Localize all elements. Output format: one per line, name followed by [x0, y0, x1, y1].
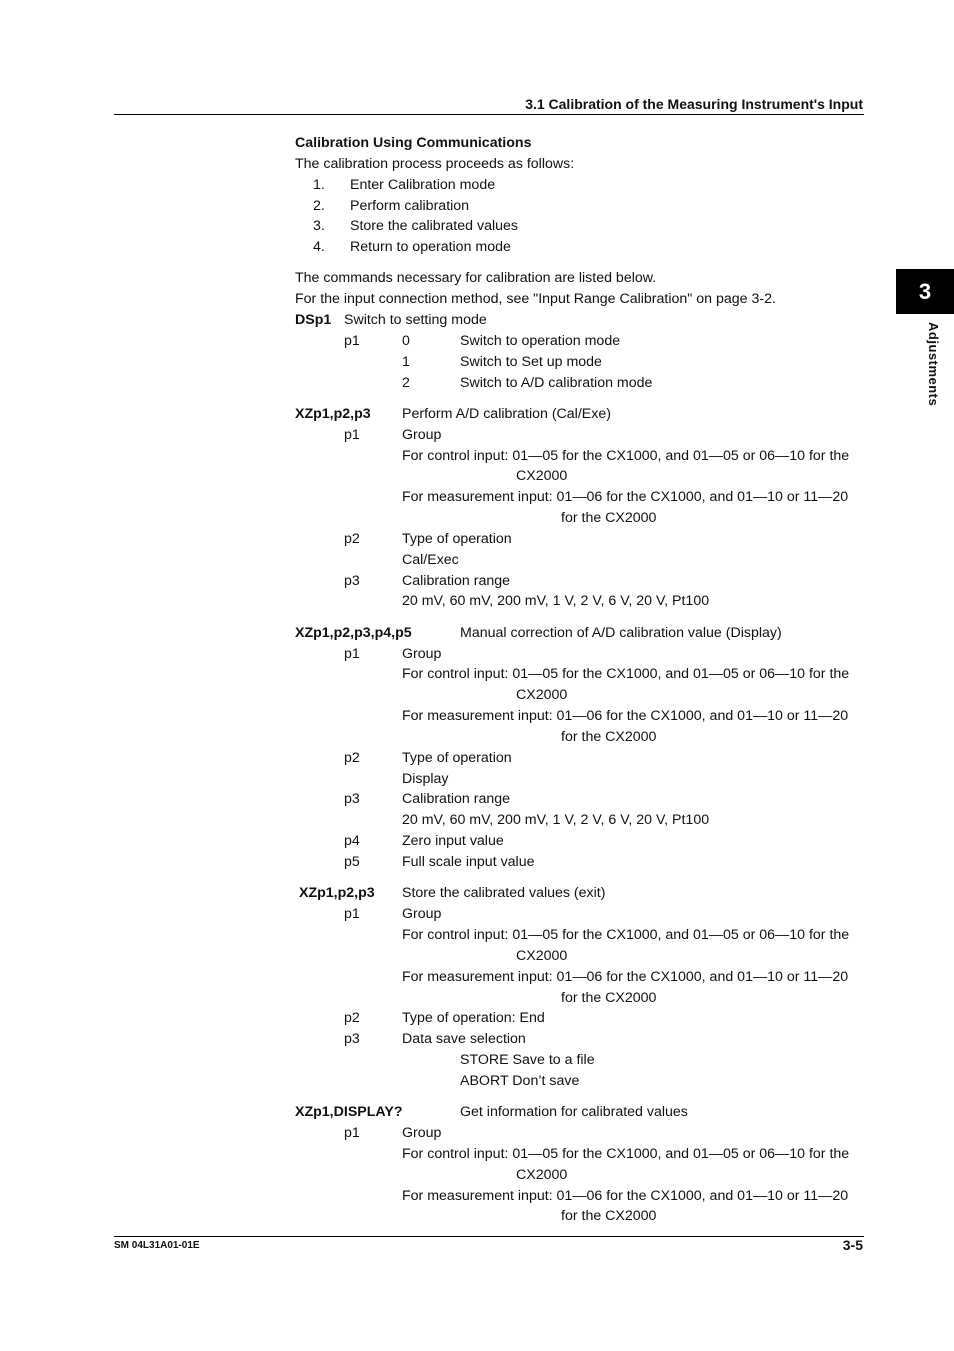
intro-text: The calibration process proceeds as follows:: [295, 156, 575, 172]
option-text: Switch to operation mode: [460, 333, 621, 349]
param-name: p3: [344, 791, 360, 807]
param-label: Data save selection: [402, 1031, 526, 1047]
group-control-range: For control input: 01—05 for the CX1000, and 01—05 or 06—10 for the: [402, 927, 850, 943]
param-label: Group: [402, 906, 442, 922]
command-name: XZp1,p2,p3: [299, 885, 375, 901]
param-label: Zero input value: [402, 833, 504, 849]
option-text: Switch to A/D calibration mode: [460, 375, 653, 391]
param-name: p3: [344, 1031, 360, 1047]
group-measurement-range: For measurement input: 01—06 for the CX1000, and 01—10 or 11—20: [402, 969, 849, 985]
commands-intro: For the input connection method, see "Input Range Calibration" on page 3-2.: [295, 291, 776, 307]
param-label: Calibration range: [402, 573, 511, 589]
group-measurement-range-cont: for the CX2000: [561, 729, 657, 745]
param-name: p1: [344, 1125, 360, 1141]
step-text: Return to operation mode: [350, 239, 511, 255]
param-name: p2: [344, 1010, 360, 1026]
param-name: p1: [344, 427, 360, 443]
group-control-range: For control input: 01—05 for the CX1000, and 01—05 or 06—10 for the: [402, 1146, 850, 1162]
param-name: p1: [344, 906, 360, 922]
command-description: Switch to setting mode: [344, 312, 487, 328]
command-description: Perform A/D calibration (Cal/Exe): [402, 406, 611, 422]
command-name: XZp1,DISPLAY?: [295, 1104, 403, 1120]
param-value: Display: [402, 771, 449, 787]
document-code: SM 04L31A01-01E: [114, 1240, 200, 1251]
header-rule: [114, 114, 864, 115]
param-label: Calibration range: [402, 791, 511, 807]
chapter-tab-label: Adjustments: [926, 322, 941, 407]
command-name: XZp1,p2,p3,p4,p5: [295, 625, 412, 641]
step-text: Perform calibration: [350, 198, 470, 214]
step-number: 3.: [313, 218, 325, 234]
chapter-tab: [896, 269, 954, 314]
param-label: Group: [402, 427, 442, 443]
group-measurement-range-cont: for the CX2000: [561, 1208, 657, 1224]
param-label: Full scale input value: [402, 854, 535, 870]
param-name: p2: [344, 531, 360, 547]
save-option: STORE Save to a file: [460, 1052, 595, 1068]
group-measurement-range: For measurement input: 01—06 for the CX1000, and 01—10 or 11—20: [402, 489, 849, 505]
option-value: 2: [402, 375, 410, 391]
param-label: Type of operation: [402, 750, 512, 766]
group-control-range-cont: CX2000: [516, 468, 568, 484]
group-control-range: For control input: 01—05 for the CX1000, and 01—05 or 06—10 for the: [402, 448, 850, 464]
param-value: 20 mV, 60 mV, 200 mV, 1 V, 2 V, 6 V, 20 V, Pt100: [402, 593, 710, 609]
command-name: DSp1: [295, 312, 332, 328]
group-control-range: For control input: 01—05 for the CX1000, and 01—05 or 06—10 for the: [402, 666, 850, 682]
step-number: 4.: [313, 239, 325, 255]
command-name: XZp1,p2,p3: [295, 406, 371, 422]
param-name: p5: [344, 854, 360, 870]
commands-intro: The commands necessary for calibration are listed below.: [295, 270, 657, 286]
group-measurement-range-cont: for the CX2000: [561, 510, 657, 526]
group-measurement-range: For measurement input: 01—06 for the CX1000, and 01—10 or 11—20: [402, 708, 849, 724]
param-label: Type of operation: End: [402, 1010, 545, 1026]
section-heading: Calibration Using Communications: [295, 135, 532, 151]
param-label: Group: [402, 646, 442, 662]
param-label: Group: [402, 1125, 442, 1141]
param-name: p1: [344, 333, 360, 349]
command-description: Store the calibrated values (exit): [402, 885, 606, 901]
running-header: 3.1 Calibration of the Measuring Instrument's Input: [525, 96, 863, 112]
command-description: Get information for calibrated values: [460, 1104, 688, 1120]
group-control-range-cont: CX2000: [516, 948, 568, 964]
param-name: p2: [344, 750, 360, 766]
step-number: 2.: [313, 198, 325, 214]
command-description: Manual correction of A/D calibration value (Display): [460, 625, 782, 641]
param-value: Cal/Exec: [402, 552, 459, 568]
option-value: 0: [402, 333, 410, 349]
step-text: Enter Calibration mode: [350, 177, 496, 193]
param-name: p3: [344, 573, 360, 589]
option-text: Switch to Set up mode: [460, 354, 602, 370]
chapter-number: 3: [918, 278, 932, 304]
save-option: ABORT Don’t save: [460, 1073, 580, 1089]
param-name: p1: [344, 646, 360, 662]
group-control-range-cont: CX2000: [516, 687, 568, 703]
group-measurement-range: For measurement input: 01—06 for the CX1000, and 01—10 or 11—20: [402, 1188, 849, 1204]
page-number: 3-5: [842, 1237, 863, 1253]
step-text: Store the calibrated values: [350, 218, 518, 234]
footer-rule: [114, 1236, 864, 1237]
step-number: 1.: [313, 177, 325, 193]
param-label: Type of operation: [402, 531, 512, 547]
group-control-range-cont: CX2000: [516, 1167, 568, 1183]
param-value: 20 mV, 60 mV, 200 mV, 1 V, 2 V, 6 V, 20 V, Pt100: [402, 812, 710, 828]
group-measurement-range-cont: for the CX2000: [561, 990, 657, 1006]
param-name: p4: [344, 833, 360, 849]
option-value: 1: [402, 354, 410, 370]
